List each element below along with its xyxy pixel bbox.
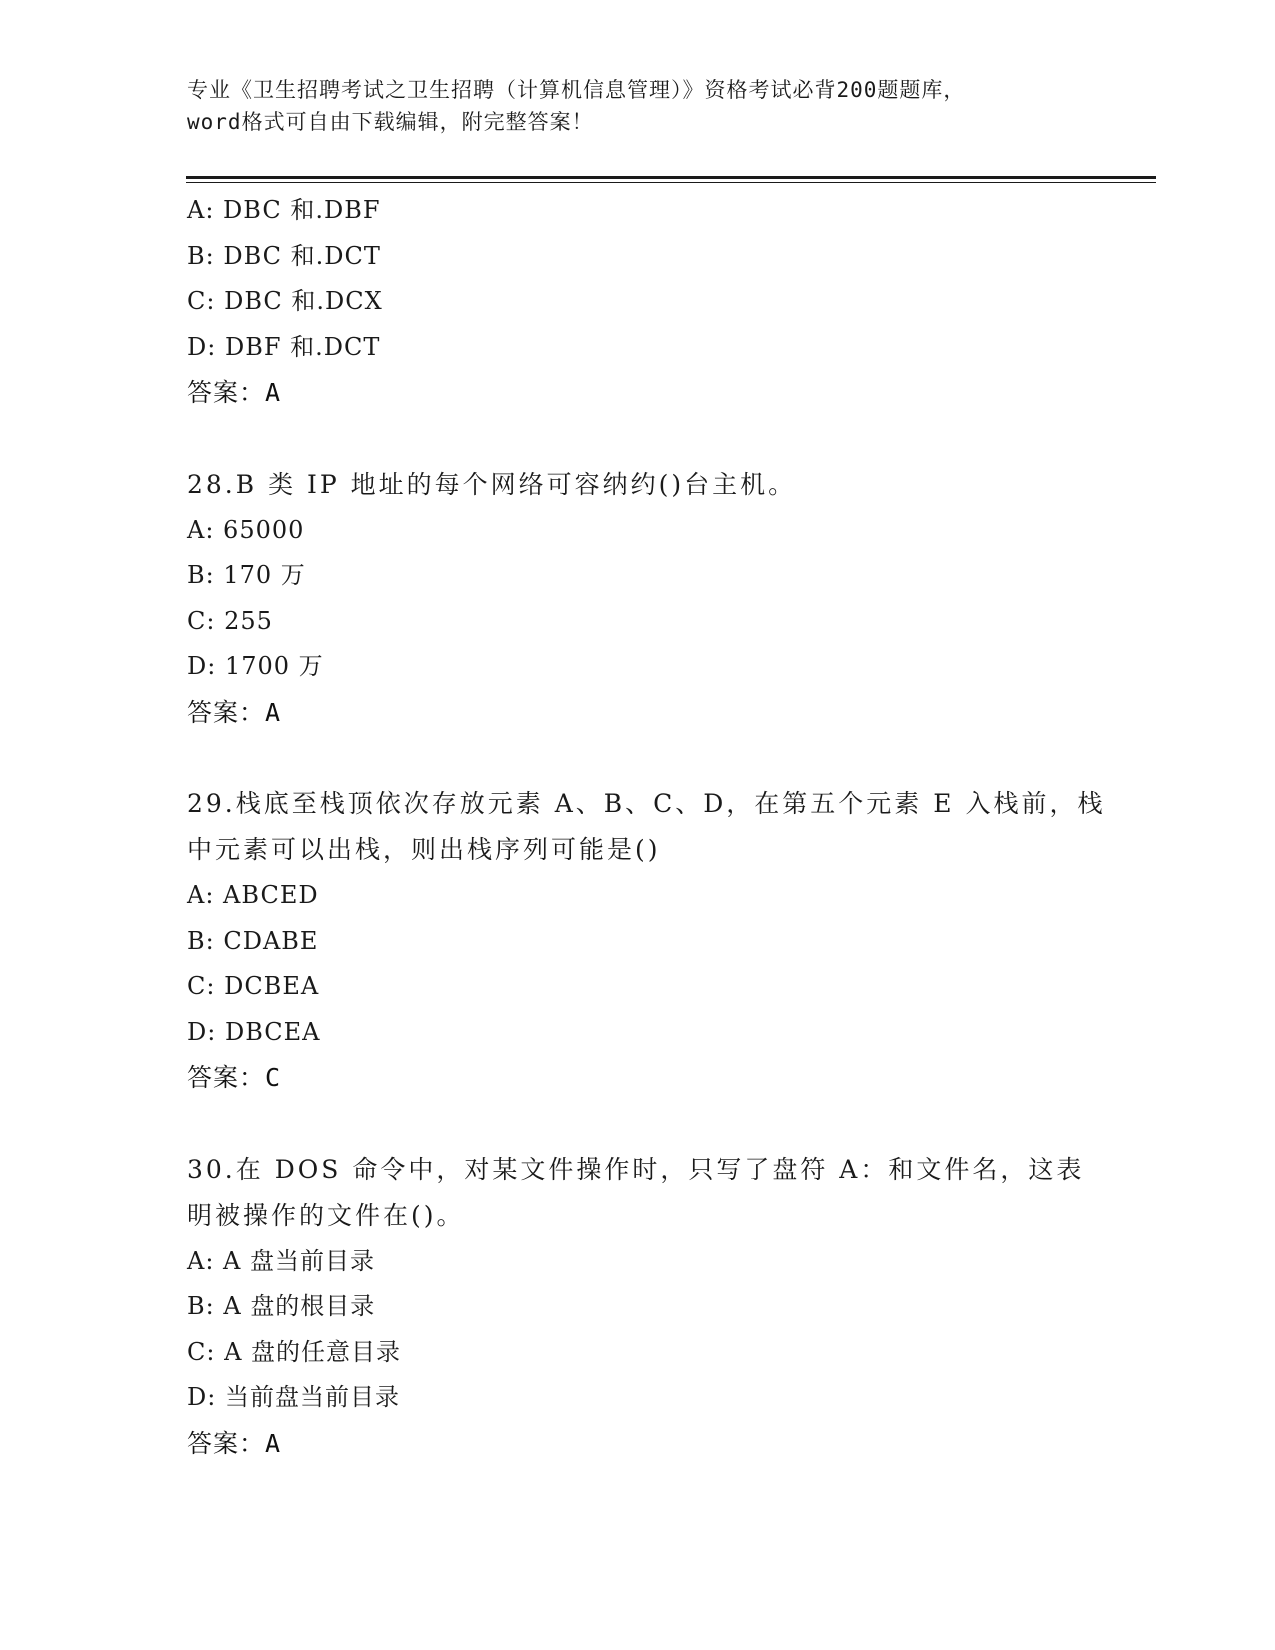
stem-line: 28.B 类 IP 地址的每个网络可容纳约()台主机。 — [187, 469, 797, 499]
option-a: A: DBC 和.DBF — [187, 196, 381, 224]
option-c: C: 255 — [187, 606, 273, 635]
question-29 — [187, 781, 1107, 1101]
question-stem — [187, 781, 1107, 873]
header-rule-thin — [186, 182, 1156, 183]
answer-line: 答案：A — [187, 378, 282, 407]
question-28 — [187, 462, 1107, 736]
header-rule-thick — [186, 176, 1156, 179]
option-c: C: DCBEA — [187, 972, 320, 1000]
option-c: C: DBC 和.DCX — [187, 287, 383, 315]
stem-line: 中元素可以出栈，则出栈序列可能是() — [187, 835, 661, 864]
option-d: D: 1700 万 — [187, 652, 324, 680]
stem-line: 30.在 DOS 命令中，对某文件操作时，只写了盘符 A：和文件名，这表 — [187, 1154, 1085, 1184]
option-d: D: 当前盘当前目录 — [187, 1383, 400, 1411]
spacer — [187, 1101, 1107, 1147]
header-line-1: 专业《卫生招聘考试之卫生招聘（计算机信息管理）》资格考试必背200题题库， — [187, 78, 966, 102]
question-stem — [187, 462, 1107, 508]
answer-line: 答案：A — [187, 697, 282, 727]
option-c: C: A 盘的任意目录 — [187, 1337, 402, 1366]
option-d: D: DBF 和.DCT — [187, 332, 381, 361]
question-stem — [187, 1147, 1107, 1239]
spacer — [187, 735, 1107, 781]
option-b: B: CDABE — [187, 926, 319, 955]
option-d: D: DBCEA — [187, 1017, 321, 1046]
option-a: A: ABCED — [187, 881, 319, 909]
option-b: B: 170 万 — [187, 561, 306, 589]
stem-line: 明被操作的文件在()。 — [187, 1200, 465, 1230]
answer-line: 答案：A — [187, 1428, 282, 1458]
option-a: A: A 盘当前目录 — [187, 1246, 376, 1275]
option-a: A: 65000 — [187, 515, 305, 544]
question-27-fragment — [187, 188, 1107, 416]
question-30 — [187, 1147, 1107, 1467]
spacer — [187, 416, 1107, 462]
answer-line: 答案：C — [187, 1063, 282, 1092]
option-b: B: A 盘的根目录 — [187, 1292, 376, 1320]
question-list — [187, 188, 1107, 1466]
header-line-2: word格式可自由下载编辑，附完整答案！ — [187, 110, 594, 134]
document-header — [187, 74, 1087, 138]
stem-line: 29.栈底至栈顶依次存放元素 A、B、C、D，在第五个元素 E 入栈前，栈 — [187, 789, 1106, 818]
option-b: B: DBC 和.DCT — [187, 241, 381, 270]
